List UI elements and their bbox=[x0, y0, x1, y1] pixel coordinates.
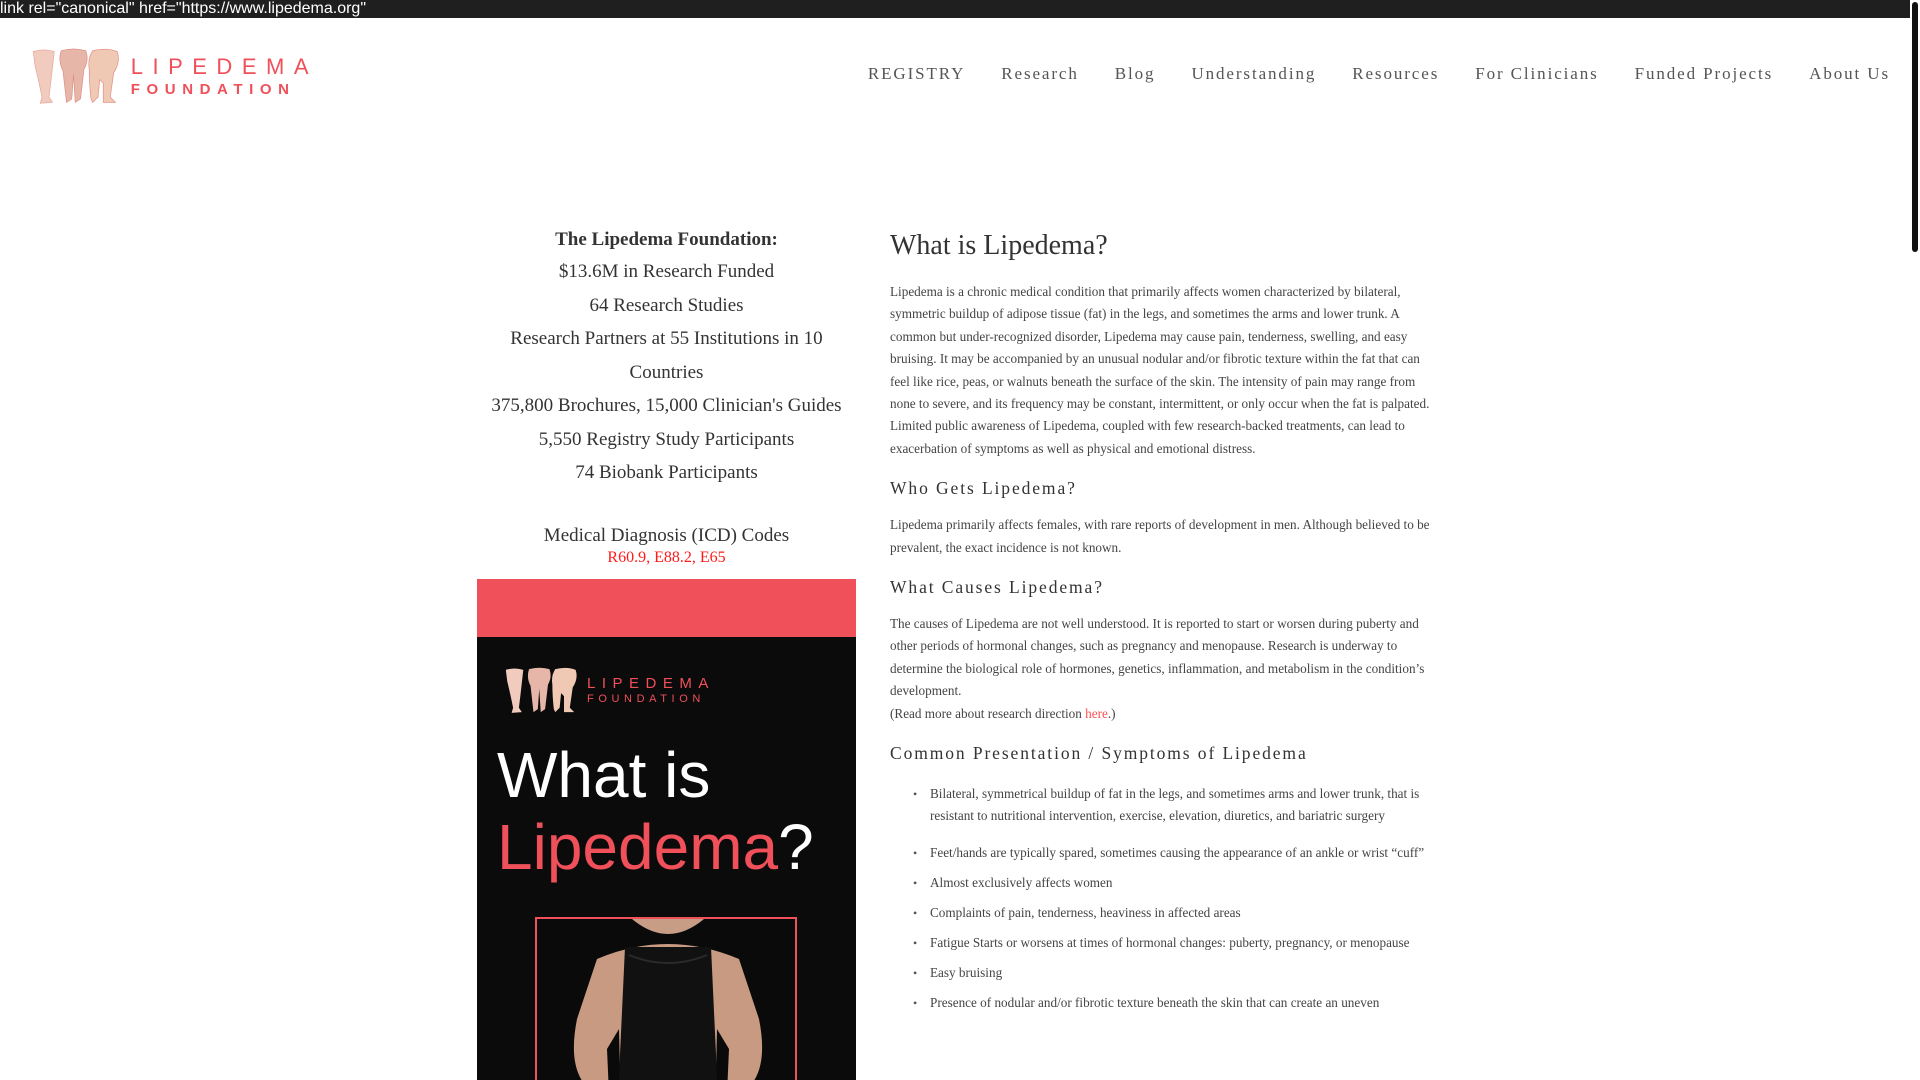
brochure-logo bbox=[501, 667, 715, 715]
read-more-suffix: .) bbox=[1107, 705, 1116, 721]
nav-registry[interactable]: REGISTRY bbox=[867, 64, 966, 83]
page-scrollbar[interactable] bbox=[1910, 0, 1920, 1080]
legs-logo-icon bbox=[28, 44, 121, 110]
symptoms-title: Common Presentation / Symptoms of Lipedema bbox=[890, 743, 1308, 764]
brochure-logo-line1: LIPEDEMA bbox=[587, 675, 715, 692]
stat-biobank-participants: 74 Biobank Participants bbox=[575, 462, 758, 483]
stat-research-studies: 64 Research Studies bbox=[589, 294, 744, 316]
icd-codes-title: Medical Diagnosis (ICD) Codes bbox=[543, 524, 790, 546]
nav-resources[interactable]: Resources bbox=[1352, 64, 1440, 83]
nav-blog[interactable]: Blog bbox=[1114, 64, 1156, 83]
logo-wordmark-line2: FOUNDATION bbox=[130, 80, 296, 98]
person-photo-icon bbox=[537, 919, 797, 1080]
nav-funded-projects[interactable]: Funded Projects bbox=[1634, 64, 1774, 83]
article-content bbox=[890, 225, 1430, 1022]
scrollbar-thumb[interactable] bbox=[1912, 2, 1918, 252]
brochure-headline bbox=[497, 739, 814, 883]
stat-research-partners: Research Partners at 55 Institutions in 10 Countries bbox=[510, 328, 823, 383]
canonical-link-debug-text: link rel="canonical" href="https://www.lipedema.org" bbox=[0, 0, 1910, 18]
nav-understanding[interactable]: Understanding bbox=[1191, 64, 1317, 83]
symptom-item: • Easy bruising bbox=[916, 962, 1430, 984]
causes-body: The causes of Lipedema are not well understood. It is reported to start or worsen during puberty and other periods of hormonal changes, such as pregnancy and menopause. Research is underway to determine the biological role of hormones, genetics, inflammation, and metabolism in the condition’s development. bbox=[890, 616, 1425, 699]
brochure-headline-line1: What is bbox=[497, 739, 711, 811]
stat-brochures: 375,800 Brochures, 15,000 Clinician's Guides bbox=[491, 395, 842, 416]
logo-wordmark-line1: LIPEDEMA bbox=[130, 53, 318, 79]
brochure-logo-line2: FOUNDATION bbox=[587, 693, 705, 705]
brochure-cover-image[interactable] bbox=[477, 579, 856, 1080]
symptom-item: • Presence of nodular and/or fibrotic texture beneath the skin that can create an uneven bbox=[916, 992, 1430, 1014]
nav-research[interactable]: Research bbox=[1001, 64, 1079, 83]
brochure-photo bbox=[535, 917, 797, 1080]
nav-for-clinicians[interactable]: For Clinicians bbox=[1475, 64, 1599, 83]
brochure-headline-accent: Lipedema bbox=[497, 811, 779, 883]
nav-about-us[interactable]: About Us bbox=[1809, 64, 1890, 83]
symptom-item: • Feet/hands are typically spared, sometimes causing the appearance of an ankle or wrist “cuff” bbox=[916, 842, 1430, 864]
foundation-stats bbox=[477, 225, 856, 568]
stats-title: The Lipedema Foundation: bbox=[555, 229, 778, 250]
symptom-item: • Fatigue Starts or worsens at times of hormonal changes: puberty, pregnancy, or menopause bbox=[916, 932, 1430, 954]
article-intro: Lipedema is a chronic medical condition that primarily affects women characterized by bilateral, symmetric buildup of adipose tissue (fat) in the legs, and sometimes the arms and lower trunk. A common but under-recognized disorder, Lipedema may cause pain, tenderness, swelling, and easy bruising. It may be accompanied by an unusual nodular and/or fibrotic texture within the fat that can feel like rice, peas, or walnuts beneath the surface of the skin. The intensity of pain may range from none to severe, and its frequency may be constant, intermittent, or only occur when the fat is palpated. Limited public awareness of Lipedema, coupled with few research-backed treatments, can lead to exacerbation of symptoms as well as physical and emotional distress. bbox=[890, 284, 1430, 456]
site-logo[interactable] bbox=[28, 42, 318, 112]
article-title: What is Lipedema? bbox=[890, 230, 1108, 261]
causes-text bbox=[890, 613, 1430, 725]
brochure-legs-icon bbox=[501, 667, 579, 715]
main-navigation bbox=[832, 64, 1890, 84]
symptom-item: • Complaints of pain, tenderness, heaviness in affected areas bbox=[916, 902, 1430, 924]
symptoms-list bbox=[890, 783, 1430, 1014]
who-gets-title: Who Gets Lipedema? bbox=[890, 478, 1077, 499]
symptom-item: • Bilateral, symmetrical buildup of fat in the legs, and sometimes arms and lower trunk, that is resistant to nutritional intervention, exercise, elevation, diuretics, and bariatric surgery bbox=[916, 783, 1430, 827]
brochure-top-band bbox=[477, 579, 856, 637]
icd-codes-value: R60.9, E88.2, E65 bbox=[607, 548, 726, 566]
who-gets-text: Lipedema primarily affects females, with rare reports of development in men. Although believed to be prevalent, the exact incidence is not known. bbox=[890, 517, 1430, 555]
read-more-prefix: (Read more about research direction bbox=[890, 705, 1086, 721]
brochure-headline-suffix: ? bbox=[778, 811, 814, 883]
causes-title: What Causes Lipedema? bbox=[890, 577, 1104, 598]
read-more-here-link[interactable]: here bbox=[1085, 705, 1108, 721]
stat-research-funded: $13.6M in Research Funded bbox=[558, 261, 775, 282]
stat-registry-participants: 5,550 Registry Study Participants bbox=[538, 428, 795, 450]
symptom-item: • Almost exclusively affects women bbox=[916, 872, 1430, 894]
